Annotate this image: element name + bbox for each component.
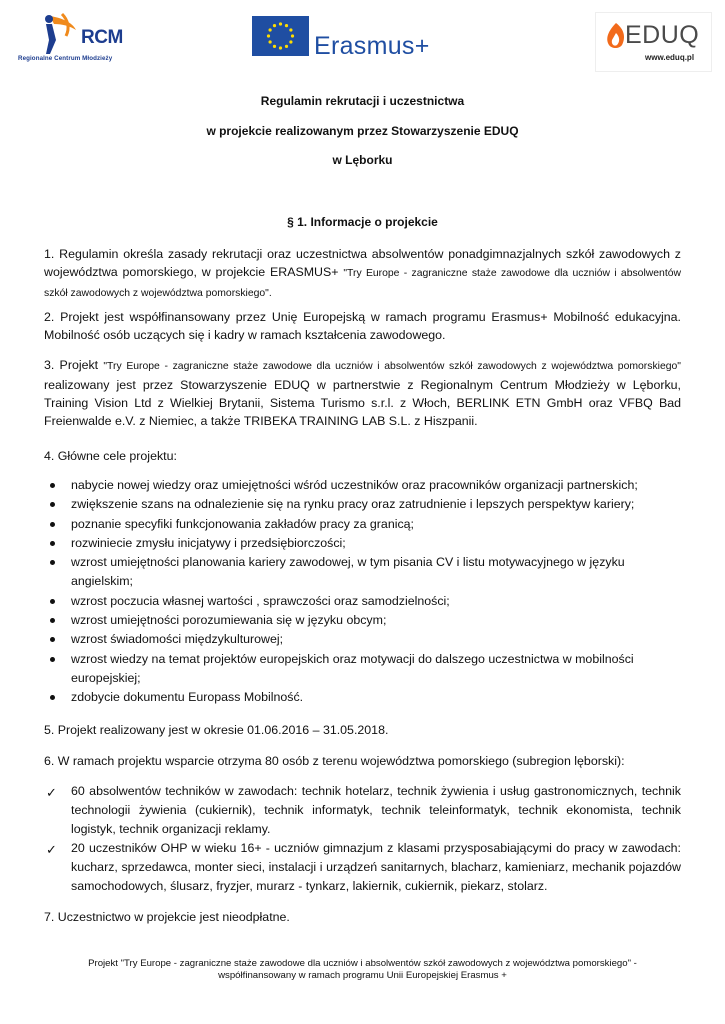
paragraph-3-start: 3. Projekt xyxy=(44,358,104,372)
page-footer xyxy=(30,958,695,981)
erasmus-wordmark: Erasmus+ xyxy=(314,32,430,60)
goal-item: wzrost wiedzy na temat projektów europejskich oraz motywacji do dalszego uczestnictwa w mobilności europejskiej; xyxy=(44,650,681,689)
participant-group xyxy=(44,839,681,896)
checkmark-icon: ✓ xyxy=(46,842,57,857)
participant-group-text: 20 uczestników OHP w wieku 16+ - uczniów gimnazjum z klasami przysposabiającymi do pracy w zawodach: kucharz, sprzedawca, monter sieci, instalacji i urządzeń sanitarnych, blacharz, kamieniarz, mechanik pojazdów samochodowych, ślusarz, fryzjer, murarz - tynkarz, lakiernik, cukiernik, piekarz, stolarz. xyxy=(71,841,681,893)
goal-item: wzrost świadomości międzykulturowej; xyxy=(44,630,681,649)
rcm-figure-icon xyxy=(16,10,86,56)
title-line-2: w projekcie realizowanym przez Stowarzyszenie EDUQ xyxy=(206,124,519,138)
goal-item: nabycie nowej wiedzy oraz umiejętności wśród uczestników oraz pracowników organizacji partnerskich; xyxy=(44,476,681,495)
project-title-quote-2: "Try Europe - zagraniczne staże zawodowe dla uczniów i absolwentów szkół zawodowych z województwa pomorskiego" xyxy=(103,361,681,372)
goal-item: wzrost umiejętności planowania kariery zawodowej, w tym pisania CV i listu motywacyjnego w języku angielskim; xyxy=(44,553,681,592)
paragraph-6: 6. W ramach projektu wsparcie otrzyma 80 osób z terenu województwa pomorskiego (subregion lęborski): xyxy=(44,754,625,768)
participant-group-text: 60 absolwentów techników w zawodach: technik hotelarz, technik żywienia i usług gastronomicznych, technik technologii żywienia (cukiernik), technik informatyk, technik teleinformatyk, technik ekonomista, technik logistyk, technik organizacji reklamy. xyxy=(71,784,681,836)
paragraph-1 xyxy=(44,245,681,303)
paragraph-5: 5. Projekt realizowany jest w okresie 01.06.2016 – 31.05.2018. xyxy=(44,723,389,737)
participant-group xyxy=(44,782,681,839)
paragraph-2: 2. Projekt jest współfinansowany przez Unię Europejską w ramach programu Erasmus+ Mobilność edukacyjna. Mobilność osób uczących się i kadry w ramach kształcenia zawodowego. xyxy=(44,310,681,342)
footer-line-2: współfinansowany w ramach programu Unii Europejskiej Erasmus + xyxy=(218,969,507,981)
checkmark-icon: ✓ xyxy=(46,785,57,800)
title-line-1: Regulamin rekrutacji i uczestnictwa xyxy=(260,94,465,108)
rcm-caption: Regionalne Centrum Młodzieży xyxy=(18,55,113,62)
footer-line-1: Projekt "Try Europe - zagraniczne staże zawodowe dla uczniów i absolwentów szkół zawodowych z województwa pomorskiego" - xyxy=(88,958,637,969)
paragraph-4: 4. Główne cele projektu: xyxy=(44,449,177,463)
participants-list xyxy=(44,782,681,896)
paragraph-3-end: realizowany jest przez Stowarzyszenie EDUQ w partnerstwie z Regionalnym Centrum Młodzieży w Lęborku, Training Vision Ltd z Wielkiej Brytanii, Sistema Turismo s.r.l. z Włoch, BERLINK ETN GmbH oraz VFBQ Bad Freienwalde e.V. z Niemiec, a także TRIBEKA TRAINING LAB S.L. z Hiszpanii. xyxy=(44,378,681,428)
rcm-letters: RCM xyxy=(81,27,123,48)
goal-item: zdobycie dokumentu Europass Mobilność. xyxy=(44,688,681,707)
goals-list xyxy=(44,476,681,708)
project-title-quote: "Try Europe - zagraniczne staże zawodowe dla uczniów i absolwentów szkół zawodowych z województwa pomorskiego". xyxy=(44,268,681,299)
section-heading: § 1. Informacje o projekcie xyxy=(287,215,438,229)
eduq-url: www.eduq.pl xyxy=(645,53,695,62)
goal-item: wzrost poczucia własnej wartości , sprawczości oraz samodzielności; xyxy=(44,592,681,611)
paragraph-7: 7. Uczestnictwo w projekcie jest nieodpłatne. xyxy=(44,910,290,924)
paragraph-1-text: 1. Regulamin określa zasady rekrutacji oraz uczestnictwa absolwentów ponadgimnazjalnych szkół zawodowych z województwa pomorskiego, w projekcie ERASMUS+ xyxy=(44,247,681,279)
eduq-logo xyxy=(595,12,712,72)
goal-item: poznanie specyfiki funkcjonowania zakładów pracy za granicą; xyxy=(44,515,681,534)
goal-item: rozwiniecie zmysłu inicjatywy i przedsiębiorczości; xyxy=(44,534,681,553)
goal-item: zwiększenie szans na odnalezienie się na rynku pracy oraz zatrudnienie i lepszych perspektyw kariery; xyxy=(44,495,681,514)
eduq-brand: EDUQ xyxy=(625,21,700,49)
erasmus-logo xyxy=(252,16,452,60)
eu-flag-icon xyxy=(252,16,309,56)
goal-item: wzrost umiejętności porozumiewania się w języku obcym; xyxy=(44,611,681,630)
paragraph-3 xyxy=(44,356,681,430)
title-line-3: w Lęborku xyxy=(332,153,393,167)
rcm-logo xyxy=(16,10,123,65)
